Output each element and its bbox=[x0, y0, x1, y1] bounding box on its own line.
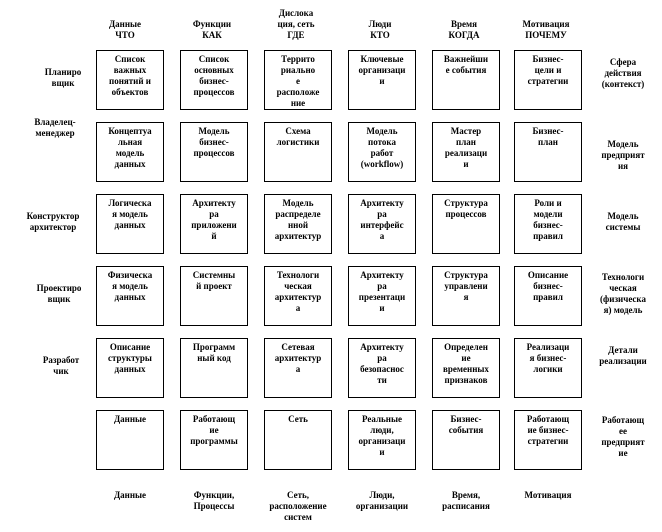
right-header-detailed-representation: Детали реализации bbox=[599, 345, 647, 366]
cell-r3-c4: Архитекту ра интерфейс а bbox=[348, 194, 416, 254]
cell-r2-c3: Схема логистики bbox=[264, 122, 332, 182]
cell-r6-c1: Данные bbox=[96, 410, 164, 470]
cell-r3-c5: Структура процессов bbox=[432, 194, 500, 254]
column-header-time: Время КОГДА bbox=[448, 19, 480, 40]
right-header-technology-model: Технологи ческая (физическа я) модель bbox=[600, 272, 646, 315]
cell-r4-c6: Описание бизнес- правил bbox=[514, 266, 582, 326]
footer-motivation: Мотивация bbox=[524, 490, 572, 500]
cell-r2-c5: Мастер план реализаци и bbox=[432, 122, 500, 182]
row-header-developer: Разработ чик bbox=[42, 355, 80, 376]
right-header-functioning-enterprise: Работающ ее предприят ие bbox=[601, 415, 645, 458]
column-header-function: Функции КАК bbox=[192, 19, 232, 40]
column-header-people: Люди КТО bbox=[368, 19, 392, 40]
right-header-system-model: Модель системы bbox=[605, 211, 641, 232]
cell-r5-c4: Архитекту ра безопаснос ти bbox=[348, 338, 416, 398]
row-header-planner: Планиро вщик bbox=[44, 67, 82, 88]
right-header-enterprise-model: Модель предприят ия bbox=[601, 139, 645, 171]
cell-r6-c6: Работающ ие бизнес- стратегии bbox=[514, 410, 582, 470]
cell-r5-c2: Программ ный код bbox=[180, 338, 248, 398]
cell-r5-c1: Описание структуры данных bbox=[96, 338, 164, 398]
cell-r1-c1: Список важных понятий и объектов bbox=[96, 50, 164, 110]
cell-r3-c2: Архитекту ра приложени й bbox=[180, 194, 248, 254]
cell-r2-c1: Концептуа льная модель данных bbox=[96, 122, 164, 182]
cell-r4-c4: Архитекту ра презентаци и bbox=[348, 266, 416, 326]
cell-r6-c4: Реальные люди, организаци и bbox=[348, 410, 416, 470]
footer-network: Сеть, расположение систем bbox=[269, 490, 327, 522]
cell-r1-c4: Ключевые организаци и bbox=[348, 50, 416, 110]
row-header-owner: Владелец- менеджер bbox=[34, 117, 76, 138]
cell-r2-c2: Модель бизнес- процессов bbox=[180, 122, 248, 182]
cell-r4-c1: Физическа я модель данных bbox=[96, 266, 164, 326]
cell-r6-c5: Бизнес- события bbox=[432, 410, 500, 470]
footer-people: Люди, организации bbox=[355, 490, 409, 511]
footer-functions: Функции, Процессы bbox=[193, 490, 235, 511]
cell-r6-c3: Сеть bbox=[264, 410, 332, 470]
row-header-builder: Проектиро вщик bbox=[36, 283, 82, 304]
footer-data: Данные bbox=[113, 490, 147, 500]
cell-r2-c4: Модель потока работ (workflow) bbox=[348, 122, 416, 182]
footer-time: Время, расписания bbox=[442, 490, 490, 511]
cell-r4-c2: Системны й проект bbox=[180, 266, 248, 326]
cell-r4-c3: Технологи ческая архитектур а bbox=[264, 266, 332, 326]
cell-r3-c6: Роли и модели бизнес- правил bbox=[514, 194, 582, 254]
cell-r2-c6: Бизнес- план bbox=[514, 122, 582, 182]
cell-r3-c3: Модель распределе нной архитектур bbox=[264, 194, 332, 254]
cell-r5-c3: Сетевая архитектур а bbox=[264, 338, 332, 398]
column-header-motivation: Мотивация ПОЧЕМУ bbox=[522, 19, 570, 40]
cell-r3-c1: Логическа я модель данных bbox=[96, 194, 164, 254]
cell-r6-c2: Работающ ие программы bbox=[180, 410, 248, 470]
column-header-network: Дислока ция, сеть ГДЕ bbox=[277, 8, 315, 40]
cell-r5-c6: Реализаци я бизнес- логики bbox=[514, 338, 582, 398]
column-header-data: Данные ЧТО bbox=[108, 19, 142, 40]
cell-r5-c5: Определен ие временных признаков bbox=[432, 338, 500, 398]
cell-r4-c5: Структура управлени я bbox=[432, 266, 500, 326]
cell-r1-c5: Важнейши е события bbox=[432, 50, 500, 110]
cell-r1-c2: Список основных бизнес- процессов bbox=[180, 50, 248, 110]
cell-r1-c6: Бизнес- цели и стратегии bbox=[514, 50, 582, 110]
cell-r1-c3: Террито риально е расположе ние bbox=[264, 50, 332, 110]
right-header-scope: Сфера действия (контекст) bbox=[601, 57, 645, 89]
row-header-designer: Конструктор архитектор bbox=[26, 211, 80, 232]
